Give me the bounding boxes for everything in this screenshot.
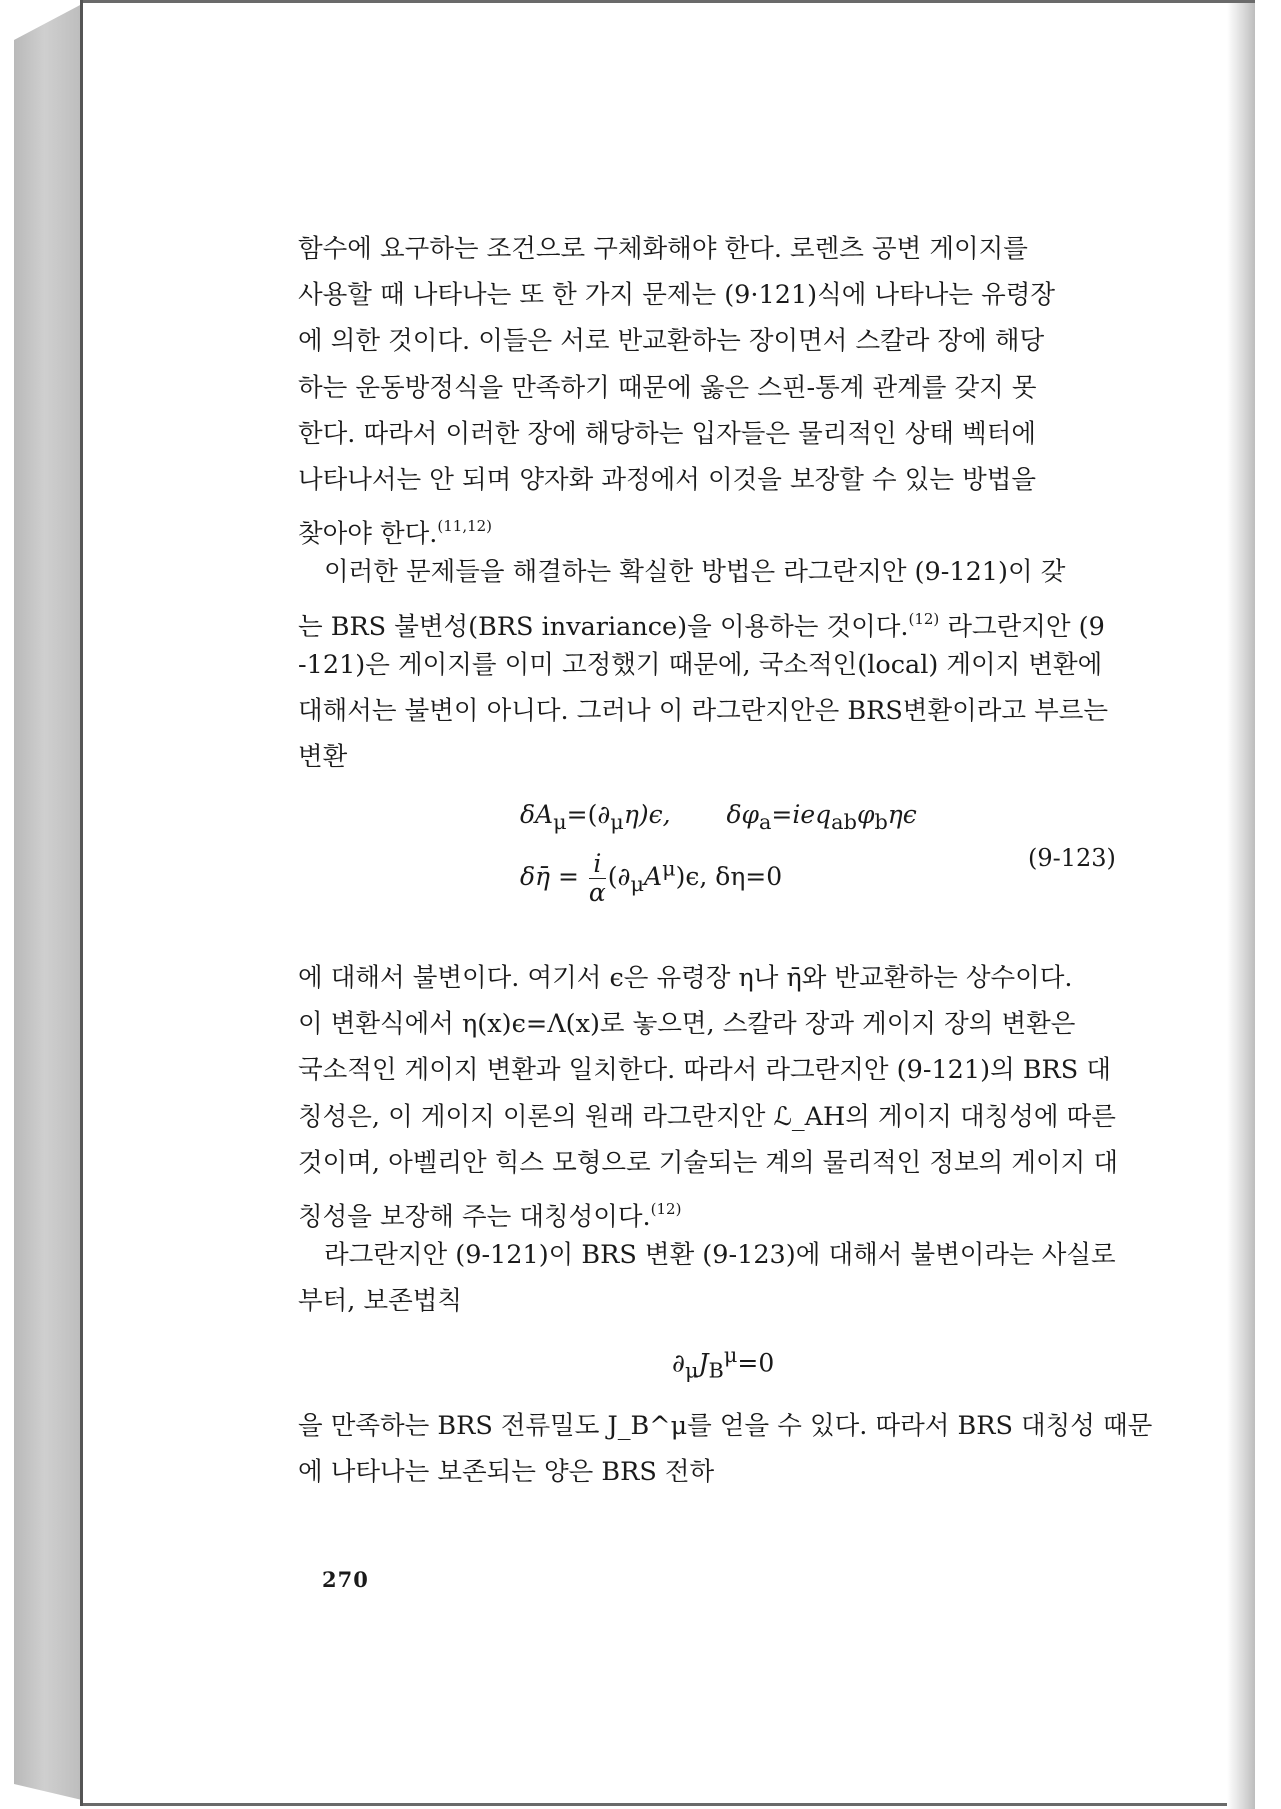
fraction [589,850,606,907]
eq-sub: b [874,810,888,834]
eq-sub: μ [553,810,567,834]
eq-term: δη̄ = [520,862,579,891]
text-line: 나타나서는 안 되며 양자화 과정에서 이것을 보장할 수 있는 방법을 [298,464,1037,495]
text-line: 것이며, 아벨리안 힉스 모형으로 기술되는 계의 물리적인 정보의 게이지 대 [298,1147,1119,1178]
eq-term: φ [856,800,875,829]
text-line: 에 나타나는 보존되는 양은 BRS 전하 [298,1457,715,1488]
eq-term: ηϵ [887,800,917,829]
text-line: 함수에 요구하는 조건으로 구체화해야 한다. 로렌츠 공변 게이지를 [298,234,1028,264]
text-line: 대해서는 불변이 아니다. 그러나 이 라그란지안은 BRS변환이라고 부르는 [298,695,1108,726]
reference-mark: (11,12) [437,517,493,536]
eq-sup: μ [723,1343,738,1367]
body-text-bottom [298,1403,1153,1495]
body-text-top [298,226,1144,780]
eq-sub: μ [610,810,624,834]
equation-9-123 [520,800,1140,920]
equation-row-2 [520,850,782,907]
text-line: 한다. 따라서 이러한 장에 해당하는 입자들은 물리적인 상태 벡터에 [298,418,1037,449]
eq-sub: μ [684,1358,699,1383]
text-line: 국소적인 게이지 변환과 일치한다. 따라서 라그란지안 (9-121)의 BRS 대 [298,1055,1111,1086]
equation-row-1 [520,800,917,834]
equation-number: (9-123) [1028,844,1116,872]
eq-term: =0 [737,1348,775,1378]
eq-sub: B [708,1358,724,1383]
eq-term: A [644,862,663,891]
eq-term: )ϵ, δη=0 [675,862,783,891]
text-line: 이러한 문제들을 해결하는 확실한 방법은 라그란지안 (9-121)이 갖 [324,557,1066,588]
text-line: 사용할 때 나타나는 또 한 가지 문제는 (9·121)식에 나타나는 유령장 [298,280,1056,311]
text-span: 라그란지안 (9 [939,611,1105,642]
text-line: -121)은 게이지를 이미 고정했기 때문에, 국소적인(local) 게이지 변환에 [298,649,1103,680]
page-edge-shadow [1227,3,1255,1809]
text-line: 하는 운동방정식을 만족하기 때문에 옳은 스핀-통계 관계를 갖지 못 [298,372,1037,403]
eq-term: J [698,1348,709,1378]
text-line: 에 의한 것이다. 이들은 서로 반교환하는 장이면서 스칼라 장에 해당 [298,326,1045,357]
text-line: 칭성은, 이 게이지 이론의 원래 라그란지안 ℒ_AH의 게이지 대칭성에 따른 [298,1101,1116,1132]
text-line [298,503,1144,549]
reference-mark: (12) [650,1199,682,1218]
text-span: 칭성을 보장해 주는 대칭성이다. [298,1201,651,1232]
text-line: 이 변환식에서 η(x)ϵ=Λ(x)로 놓으면, 스칼라 장과 게이지 장의 변환은 [298,1009,1076,1040]
eq-term: δA [520,800,554,829]
text-line: 변환 [298,742,348,773]
text-line: 부터, 보존법칙 [298,1286,463,1317]
eq-term: ∂ [672,1348,685,1378]
fraction-denominator: α [588,878,606,907]
book-spine [14,4,82,1800]
eq-term: (∂ [607,862,631,891]
fraction-numerator: i [589,850,606,879]
reference-mark: (12) [908,609,940,628]
eq-term: δφ [726,800,759,829]
text-line: 라그란지안 (9-121)이 BRS 변환 (9-123)에 대해서 불변이라는 사실로 [324,1240,1116,1271]
text-line [298,596,1144,642]
text-span: 찾아야 한다. [298,519,438,550]
text-line [298,1186,1144,1232]
body-text-middle [298,955,1144,1325]
eq-sub: μ [630,872,645,896]
eq-sub: a [759,810,772,834]
eq-term: η)ϵ, [623,800,671,829]
text-line: 을 만족하는 BRS 전류밀도 J_B^μ를 얻을 수 있다. 따라서 BRS 대칭성 때문 [298,1411,1153,1441]
text-span: 는 BRS 불변성(BRS invariance)을 이용하는 것이다. [298,611,909,642]
eq-term: =ieq [771,800,832,829]
eq-term: =(∂ [566,800,611,829]
text-line: 에 대해서 불변이다. 여기서 ϵ은 유령장 η나 η̄와 반교환하는 상수이다. [298,963,1073,993]
page-number: 270 [322,1567,369,1592]
conservation-equation [672,1343,774,1382]
eq-sub: ab [831,810,857,834]
eq-sup: μ [662,856,676,881]
